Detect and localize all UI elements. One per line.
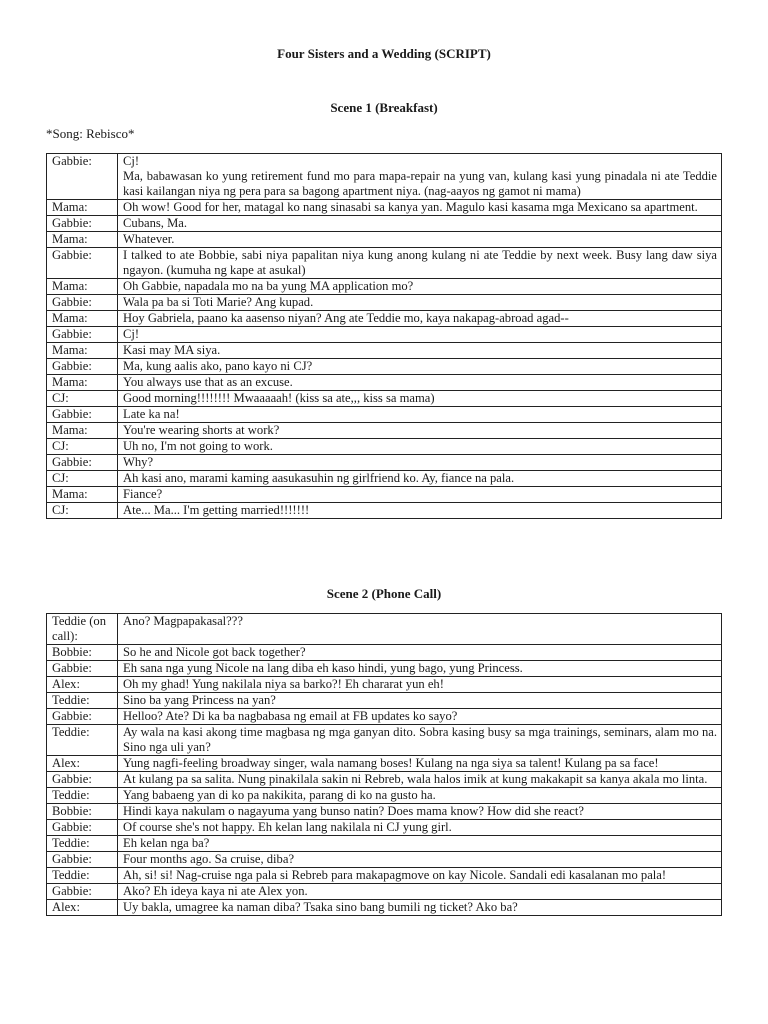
- dialogue-cell: Ma, kung aalis ako, pano kayo ni CJ?: [118, 359, 722, 375]
- script-row: [47, 359, 722, 375]
- song-note: *Song: Rebisco*: [46, 126, 135, 141]
- script-row: [47, 868, 722, 884]
- speaker-cell: Mama:: [47, 375, 118, 391]
- script-row: [47, 693, 722, 709]
- script-row: [47, 423, 722, 439]
- dialogue-cell: Cubans, Ma.: [118, 216, 722, 232]
- script-row: [47, 279, 722, 295]
- dialogue-cell: Cj! Ma, babawasan ko yung retirement fund mo para mapa-repair na yung van, kulang kasi yung pinadala ni ate Teddie kasi kailangan niya ng pera para sa bagong apartment niya. (nag-aayos ng gamot ni mama): [118, 154, 722, 200]
- dialogue-cell: Ate... Ma... I'm getting married!!!!!!!: [118, 503, 722, 519]
- speaker-cell: Gabbie:: [47, 820, 118, 836]
- script-row: [47, 200, 722, 216]
- speaker-cell: Mama:: [47, 311, 118, 327]
- dialogue-cell: Oh wow! Good for her, matagal ko nang sinasabi sa kanya yan. Magulo kasi kasama mga Mexicano sa apartment.: [118, 200, 722, 216]
- speaker-cell: Gabbie:: [47, 248, 118, 279]
- script-row: [47, 391, 722, 407]
- document-title: Four Sisters and a Wedding (SCRIPT): [277, 46, 491, 61]
- speaker-cell: Teddie:: [47, 693, 118, 709]
- dialogue-cell: Good morning!!!!!!!! Mwaaaaah! (kiss sa ate,,, kiss sa mama): [118, 391, 722, 407]
- script-row: [47, 232, 722, 248]
- dialogue-cell: You're wearing shorts at work?: [118, 423, 722, 439]
- scene2-table-body: [47, 614, 722, 916]
- dialogue-cell: At kulang pa sa salita. Nung pinakilala sakin ni Rebreb, wala halos imik at kung makakapit sa kanya akala mo linta.: [118, 772, 722, 788]
- speaker-cell: Teddie:: [47, 725, 118, 756]
- script-row: [47, 804, 722, 820]
- script-row: [47, 661, 722, 677]
- speaker-cell: Gabbie:: [47, 455, 118, 471]
- script-row: [47, 295, 722, 311]
- dialogue-cell: Eh kelan nga ba?: [118, 836, 722, 852]
- dialogue-cell: Kasi may MA siya.: [118, 343, 722, 359]
- speaker-cell: Alex:: [47, 756, 118, 772]
- script-row: [47, 375, 722, 391]
- speaker-cell: Gabbie:: [47, 295, 118, 311]
- dialogue-cell: Why?: [118, 455, 722, 471]
- dialogue-cell: Helloo? Ate? Di ka ba nagbabasa ng email at FB updates ko sayo?: [118, 709, 722, 725]
- dialogue-cell: Ano? Magpapakasal???: [118, 614, 722, 645]
- scene1-script-table: [46, 153, 722, 519]
- speaker-cell: Mama:: [47, 200, 118, 216]
- dialogue-cell: Of course she's not happy. Eh kelan lang nakilala ni CJ yung girl.: [118, 820, 722, 836]
- speaker-cell: Teddie (on call):: [47, 614, 118, 645]
- speaker-cell: Gabbie:: [47, 772, 118, 788]
- script-row: [47, 788, 722, 804]
- script-row: [47, 836, 722, 852]
- scene1-heading: Scene 1 (Breakfast): [330, 100, 438, 115]
- speaker-cell: Alex:: [47, 900, 118, 916]
- dialogue-cell: Hindi kaya nakulam o nagayuma yang bunso natin? Does mama know? How did she react?: [118, 804, 722, 820]
- dialogue-cell: Sino ba yang Princess na yan?: [118, 693, 722, 709]
- script-row: [47, 343, 722, 359]
- speaker-cell: Teddie:: [47, 836, 118, 852]
- scene2-heading: Scene 2 (Phone Call): [326, 586, 442, 601]
- dialogue-cell: Four months ago. Sa cruise, diba?: [118, 852, 722, 868]
- script-row: [47, 677, 722, 693]
- dialogue-cell: Ay wala na kasi akong time magbasa ng mga ganyan dito. Sobra kasing busy sa mga trainings, seminars, alam mo na. Sino nga uli yan?: [118, 725, 722, 756]
- dialogue-cell: Yang babaeng yan di ko pa nakikita, parang di ko na gusto ha.: [118, 788, 722, 804]
- script-row: [47, 725, 722, 756]
- dialogue-cell: Whatever.: [118, 232, 722, 248]
- script-row: [47, 900, 722, 916]
- speaker-cell: Gabbie:: [47, 154, 118, 200]
- speaker-cell: Gabbie:: [47, 359, 118, 375]
- dialogue-cell: Wala pa ba si Toti Marie? Ang kupad.: [118, 295, 722, 311]
- script-row: [47, 709, 722, 725]
- dialogue-cell: You always use that as an excuse.: [118, 375, 722, 391]
- script-row: [47, 756, 722, 772]
- dialogue-cell: Cj!: [118, 327, 722, 343]
- dialogue-cell: Fiance?: [118, 487, 722, 503]
- speaker-cell: Mama:: [47, 343, 118, 359]
- script-row: [47, 439, 722, 455]
- dialogue-cell: Oh my ghad! Yung nakilala niya sa barko?! Eh chararat yun eh!: [118, 677, 722, 693]
- script-row: [47, 216, 722, 232]
- speaker-cell: Mama:: [47, 423, 118, 439]
- speaker-cell: Teddie:: [47, 788, 118, 804]
- dialogue-cell: Late ka na!: [118, 407, 722, 423]
- dialogue-cell: Ako? Eh ideya kaya ni ate Alex yon.: [118, 884, 722, 900]
- dialogue-cell: Eh sana nga yung Nicole na lang diba eh kaso hindi, yung bago, yung Princess.: [118, 661, 722, 677]
- scene2-script-table: [46, 613, 722, 916]
- dialogue-cell: Uh no, I'm not going to work.: [118, 439, 722, 455]
- script-row: [47, 503, 722, 519]
- speaker-cell: CJ:: [47, 439, 118, 455]
- speaker-cell: Mama:: [47, 232, 118, 248]
- speaker-cell: Mama:: [47, 279, 118, 295]
- dialogue-cell: Ah, si! si! Nag-cruise nga pala si Rebreb para makapagmove on kay Nicole. Sandali edi kasalanan mo pala!: [118, 868, 722, 884]
- script-row: [47, 455, 722, 471]
- script-row: [47, 614, 722, 645]
- speaker-cell: CJ:: [47, 471, 118, 487]
- speaker-cell: Gabbie:: [47, 327, 118, 343]
- dialogue-cell: Ah kasi ano, marami kaming aasukasuhin ng girlfriend ko. Ay, fiance na pala.: [118, 471, 722, 487]
- speaker-cell: Gabbie:: [47, 852, 118, 868]
- speaker-cell: Gabbie:: [47, 884, 118, 900]
- speaker-cell: Teddie:: [47, 868, 118, 884]
- speaker-cell: Gabbie:: [47, 216, 118, 232]
- speaker-cell: Bobbie:: [47, 645, 118, 661]
- script-row: [47, 327, 722, 343]
- script-row: [47, 407, 722, 423]
- dialogue-cell: Yung nagfi-feeling broadway singer, wala namang boses! Kulang na nga siya sa talent! Kulang pa sa face!: [118, 756, 722, 772]
- script-row: [47, 772, 722, 788]
- speaker-cell: Gabbie:: [47, 661, 118, 677]
- dialogue-cell: Oh Gabbie, napadala mo na ba yung MA application mo?: [118, 279, 722, 295]
- speaker-cell: CJ:: [47, 391, 118, 407]
- speaker-cell: Gabbie:: [47, 407, 118, 423]
- script-row: [47, 645, 722, 661]
- speaker-cell: Alex:: [47, 677, 118, 693]
- script-row: [47, 154, 722, 200]
- dialogue-cell: Uy bakla, umagree ka naman diba? Tsaka sino bang bumili ng ticket? Ako ba?: [118, 900, 722, 916]
- script-row: [47, 471, 722, 487]
- speaker-cell: Bobbie:: [47, 804, 118, 820]
- script-row: [47, 884, 722, 900]
- scene1-table-body: [47, 154, 722, 519]
- script-row: [47, 852, 722, 868]
- dialogue-cell: Hoy Gabriela, paano ka aasenso niyan? Ang ate Teddie mo, kaya nakapag-abroad agad--: [118, 311, 722, 327]
- dialogue-cell: So he and Nicole got back together?: [118, 645, 722, 661]
- script-row: [47, 311, 722, 327]
- dialogue-cell: I talked to ate Bobbie, sabi niya papalitan niya kung anong kulang ni ate Teddie by next week. Busy lang daw siya ngayon. (kumuha ng kape at asukal): [118, 248, 722, 279]
- script-row: [47, 248, 722, 279]
- script-row: [47, 487, 722, 503]
- speaker-cell: CJ:: [47, 503, 118, 519]
- speaker-cell: Gabbie:: [47, 709, 118, 725]
- script-row: [47, 820, 722, 836]
- speaker-cell: Mama:: [47, 487, 118, 503]
